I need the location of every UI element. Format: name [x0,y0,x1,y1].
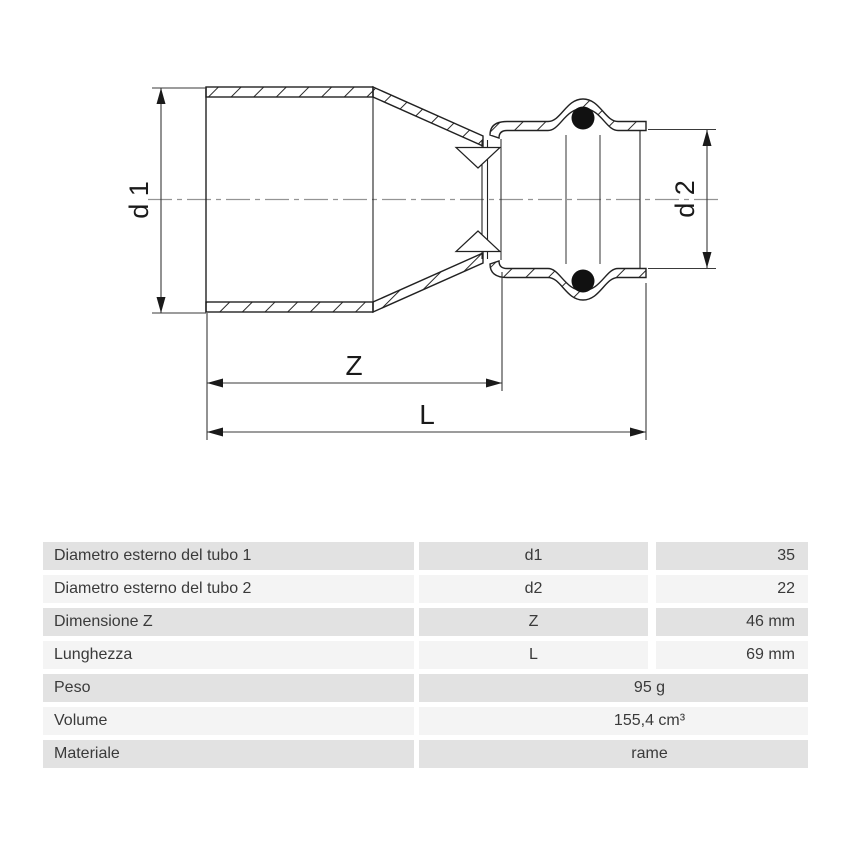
row-value: 69 mm [656,641,808,669]
row-value: 22 [656,575,808,603]
row-symbol: L [419,641,648,669]
row-value: rame [419,740,808,768]
d2-arrow-bottom [703,252,712,268]
z-arrow-left [207,379,223,388]
d2-arrow-top [703,130,712,146]
l-arrow-left [207,428,223,437]
row-value: 35 [656,542,808,570]
row-label: Diametro esterno del tubo 1 [43,542,414,570]
dim-label-d2: d 2 [670,180,701,218]
row-label: Materiale [43,740,414,768]
table-row [43,641,808,669]
l-arrow-right [630,428,646,437]
table-row [43,608,808,636]
row-symbol: d1 [419,542,648,570]
tube1-top-wall [206,87,373,97]
row-label: Dimensione Z [43,608,414,636]
d1-arrow-top [157,88,166,104]
row-value: 155,4 cm³ [419,707,808,735]
dimension-lines [152,88,716,440]
table-row [43,707,808,735]
socket-bottom-wall [490,261,646,300]
dim-label-z: Z [345,350,363,381]
row-label: Lunghezza [43,641,414,669]
table-row [43,674,808,702]
table-row [43,575,808,603]
cone-bottom-wall [373,253,483,312]
row-value: 46 mm [656,608,808,636]
dim-label-d1: d 1 [124,181,155,219]
spec-table [43,542,808,773]
o-ring-top [572,107,595,130]
row-symbol: Z [419,608,648,636]
row-value: 95 g [419,674,808,702]
table-row [43,740,808,768]
grab-ring-top [456,148,500,169]
socket-top-wall [490,99,646,138]
dim-label-l: L [419,399,435,430]
row-label: Diametro esterno del tubo 2 [43,575,414,603]
row-symbol: d2 [419,575,648,603]
cone-top-wall [373,87,483,146]
table-row [43,542,808,570]
row-label: Peso [43,674,414,702]
grab-ring-bottom [456,231,500,252]
o-ring-bottom [572,270,595,293]
row-label: Volume [43,707,414,735]
tube1-bottom-wall [206,302,373,312]
z-arrow-right [486,379,502,388]
d1-arrow-bottom [157,297,166,313]
